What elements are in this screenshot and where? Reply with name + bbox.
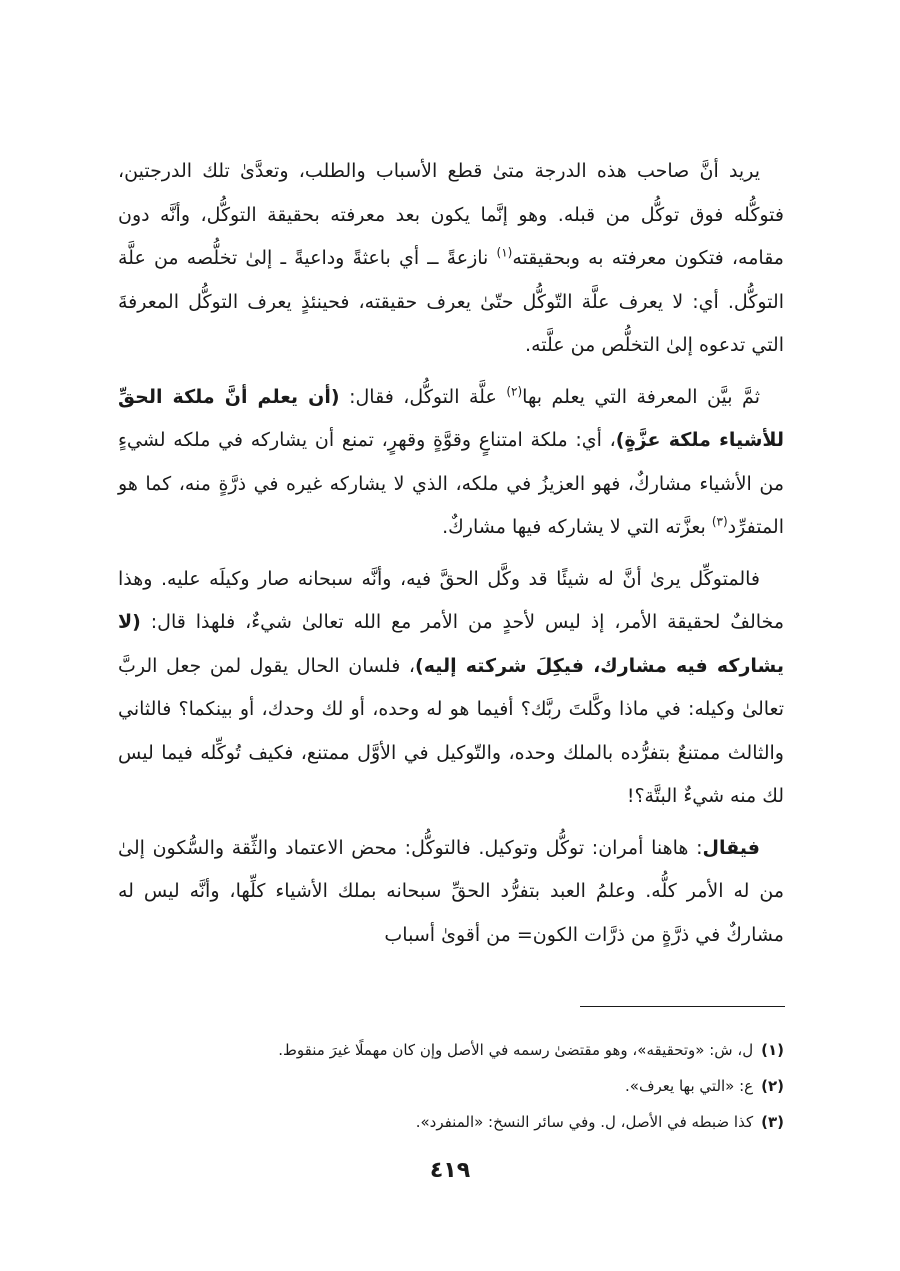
text-segment: فالمتوكِّل يرىٰ أنَّ له شيئًا قد وكَّل الحقَّ فيه، وأنَّه سبحانه صار وكيلَه عليه. وهذا مخالفٌ لحقيقة الأمر، إذ ليس لأحدٍ من الأمر مع الله تعالىٰ شيءٌ، فلهذا قال:	[118, 567, 784, 633]
text-segment: : هاهنا أمران: توكُّل وتوكيل. فالتوكُّل: محض الاعتماد والثِّقة والسُّكون إلىٰ من له الأمر كلُّه. وعلمُ العبد بتفرُّد الحقِّ سبحانه بملك الأشياء كلِّها، وأنَّه ليس له مشاركٌ في ذرَّةٍ من ذرَّات الكون= من أقوىٰ أسباب	[118, 836, 784, 946]
footnote-1	[118, 1032, 784, 1068]
page-number: ٤١٩	[429, 1158, 471, 1183]
footnote-number: (٢)	[761, 1077, 784, 1095]
footnote-text: ع: «التي بها يعرف».	[625, 1077, 754, 1095]
footnote-text: كذا ضبطه في الأصل، ل. وفي سائر النسخ: «المنفرد».	[415, 1113, 754, 1131]
footnote-2	[118, 1068, 784, 1104]
quoted-text-bold: (لا يشاركه فيه مشارك، فيكِلَ شركته إليه)	[118, 611, 784, 677]
footnote-ref-2: (٢)	[506, 384, 523, 399]
text-segment: نازعةً ــ أي باعثةً وداعيةً ـ إلىٰ تخلُّصه من علَّة التوكُّل. أي: لا يعرف علَّة التّوكُّل حتّىٰ يعرف حقيقته، فحينئذٍ يعرف التوكُّل المعرفةَ التي تدعوه إلىٰ التخلُّص من علَّته.	[118, 247, 784, 356]
footnote-ref-1: (١)	[496, 245, 513, 260]
footnote-separator	[580, 1006, 785, 1007]
footnotes	[118, 1032, 784, 1140]
main-text	[118, 150, 784, 965]
lead-word-bold: فيقال	[702, 836, 760, 859]
text-segment: يريد أنَّ صاحب هذه الدرجة متىٰ قطع الأسباب والطلب، وتعدَّىٰ تلك الدرجتين، فتوكُّله فوق توكُّل من قبله. وهو إنَّما يكون بعد معرفته بحقيقة التوكُّل، وأنَّه دون مقامه، فتكون معرفته به وبحقيقته	[118, 160, 784, 269]
paragraph-2	[118, 376, 784, 550]
text-segment: بعزَّته التي لا يشاركه فيها مشاركٌ.	[442, 516, 712, 538]
footnote-3	[118, 1104, 784, 1140]
paragraph-1	[118, 150, 784, 368]
text-segment: علَّة التوكُّل، فقال:	[339, 385, 507, 408]
text-segment: ، فلسان الحال يقول لمن جعل الربَّ تعالىٰ وكيله: في ماذا وكَّلتَ ربَّك؟ أفيما هو له وحده، أو لك وحدك، أو بينكما؟ فالثاني والثالث ممتنعٌ بتفرُّده بالملك وحده، والتّوكيل في الأوَّل ممتنع، فكيف تُوكِّله فيما ليس لك منه شيءٌ البتَّة؟!	[118, 654, 784, 807]
footnote-number: (١)	[761, 1041, 784, 1059]
footnote-text: ل، ش: «وتحقيقه»، وهو مقتضىٰ رسمه في الأصل وإن كان مهملًا غيرَ منقوط.	[278, 1041, 754, 1059]
paragraph-4	[118, 827, 784, 958]
text-segment: ، أي: ملكة امتناعٍ وقوَّةٍ وقهرٍ، تمنع أن يشاركه في ملكه لشيءٍ من الأشياء مشاركٌ، فهو العزيزُ في ملكه، الذي لا يشاركه غيره في ذرَّةٍ منه، كما هو المتفرِّد	[118, 429, 784, 538]
text-segment: ثمَّ بيَّن المعرفة التي يعلم بها	[522, 385, 760, 408]
quoted-text-bold: (أن يعلم أنَّ ملكة الحقِّ للأشياء ملكة عزَّةٍ)	[118, 385, 784, 451]
paragraph-3	[118, 558, 784, 819]
footnote-number: (٣)	[761, 1113, 784, 1131]
footnote-ref-3: (٣)	[711, 514, 728, 529]
